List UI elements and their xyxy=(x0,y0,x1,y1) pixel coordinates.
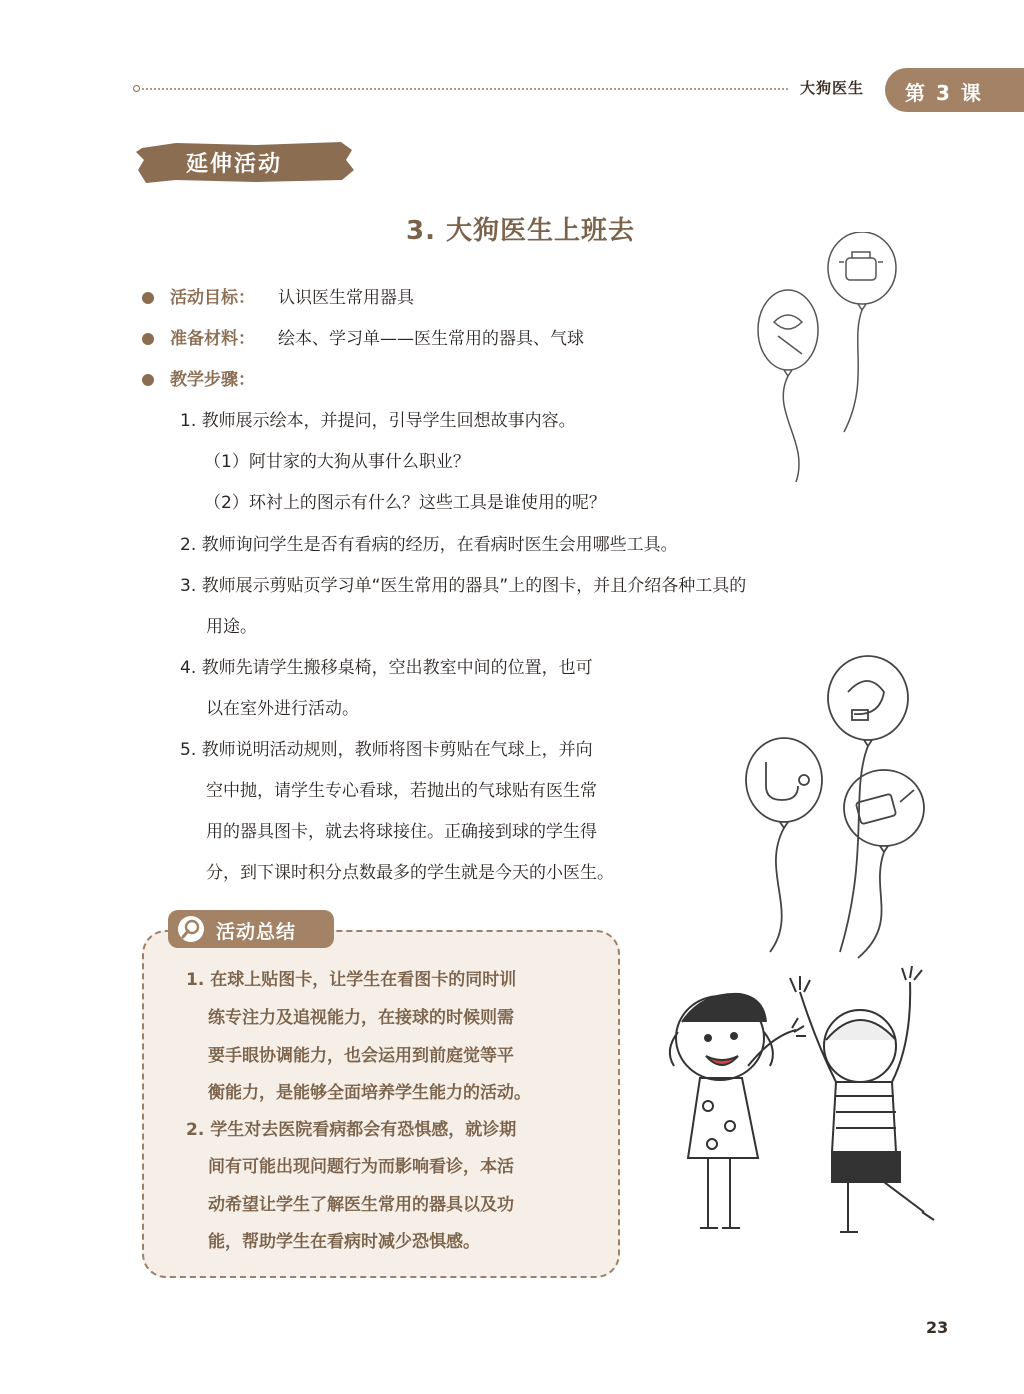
summary-title: 活动总结 xyxy=(216,921,297,943)
header-lesson-tab-label: 第 3 课 xyxy=(905,81,983,105)
page-title: 3. 大狗医生上班去 xyxy=(406,216,636,246)
summary-line: 衡能力，是能够全面培养学生能力的活动。 xyxy=(208,1083,531,1103)
step-line: 1. 教师展示绘本，并提问，引导学生回想故事内容。 xyxy=(180,411,576,431)
balloons-illustration-bottom xyxy=(740,652,930,962)
summary-line: 练专注力及追视能力，在接球的时候则需 xyxy=(208,1008,514,1028)
header-lesson-tab xyxy=(885,68,1024,112)
page-number: 23 xyxy=(926,1318,949,1337)
header-lesson-title: 大狗医生 xyxy=(800,79,865,97)
step-line: 空中抛，请学生专心看球，若抛出的气球贴有医生常 xyxy=(206,781,597,801)
bullet-value: 绘本、学习单——医生常用的器具、气球 xyxy=(278,329,584,349)
summary-line: 2. 学生对去医院看病都会有恐惧感，就诊期 xyxy=(186,1120,517,1140)
bullet-dot xyxy=(142,333,154,345)
summary-line: 动希望让学生了解医生常用的器具以及功 xyxy=(208,1195,514,1215)
step-line: 用的器具图卡，就去将球接住。正确接到球的学生得 xyxy=(206,822,597,842)
summary-tag xyxy=(168,910,334,948)
header-dotted-rule xyxy=(142,88,788,90)
step-line: （2）环衬上的图示有什么？这些工具是谁使用的呢？ xyxy=(204,493,606,513)
step-line: 以在室外进行活动。 xyxy=(206,699,359,719)
step-line: （1）阿甘家的大狗从事什么职业？ xyxy=(204,452,470,472)
balloons-illustration-top xyxy=(740,232,910,492)
step-line: 分，到下课时积分点数最多的学生就是今天的小医生。 xyxy=(206,863,614,883)
bullet-label: 活动目标： xyxy=(170,288,255,308)
children-illustration xyxy=(660,966,970,1246)
step-line: 2. 教师询问学生是否有看病的经历，在看病时医生会用哪些工具。 xyxy=(180,535,678,555)
header-dot xyxy=(133,85,140,92)
bullet-label: 准备材料： xyxy=(170,329,255,349)
step-line: 用途。 xyxy=(206,617,257,637)
bullet-dot xyxy=(142,374,154,386)
step-line: 3. 教师展示剪贴页学习单“医生常用的器具”上的图卡，并且介绍各种工具的 xyxy=(180,576,747,596)
step-line: 5. 教师说明活动规则，教师将图卡剪贴在气球上，并向 xyxy=(180,740,593,760)
magnifier-icon xyxy=(178,916,204,942)
bullet-value: 认识医生常用器具 xyxy=(278,288,414,308)
bullet-label: 教学步骤： xyxy=(170,370,255,390)
step-line: 4. 教师先请学生搬移桌椅，空出教室中间的位置，也可 xyxy=(180,658,593,678)
summary-line: 间有可能出现问题行为而影响看诊，本活 xyxy=(208,1157,514,1177)
bullet-dot xyxy=(142,292,154,304)
summary-line: 要手眼协调能力，也会运用到前庭觉等平 xyxy=(208,1046,514,1066)
summary-line: 1. 在球上贴图卡，让学生在看图卡的同时训 xyxy=(186,970,517,990)
section-banner-label: 延伸活动 xyxy=(186,152,283,177)
section-banner xyxy=(136,140,356,184)
summary-line: 能，帮助学生在看病时减少恐惧感。 xyxy=(208,1232,480,1252)
